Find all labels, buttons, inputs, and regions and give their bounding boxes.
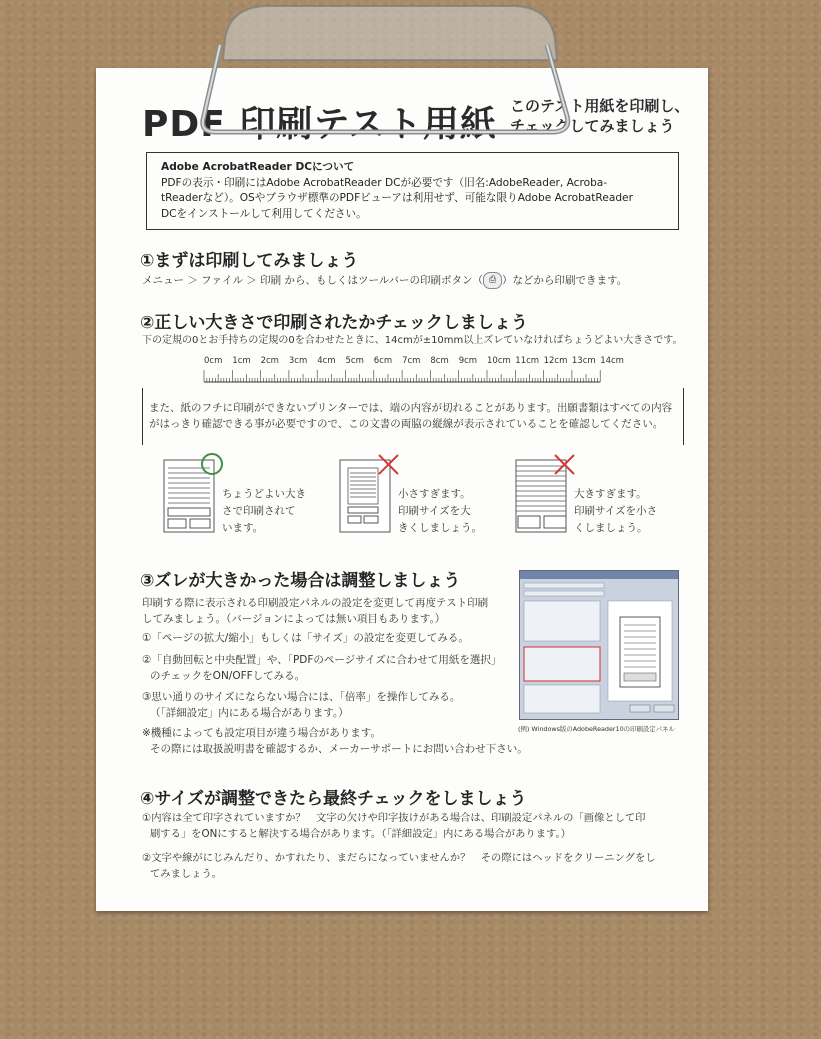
notice-line: PDFの表示・印刷にはAdobe AcrobatReader DCが必要です（旧名:AdobeReader, Acroba- [161, 176, 608, 189]
section1-heading: ①まずは印刷してみましょう [140, 251, 359, 271]
ruler-label: 6cm [373, 356, 393, 366]
caption-line: 大きすぎます。 [574, 488, 647, 500]
ruler-label: 14cm [600, 356, 624, 366]
section1-text-after: ）などから印刷できます。 [502, 274, 628, 287]
ruler-label: 12cm [543, 356, 568, 366]
subtitle-line: チェックしてみましょう [510, 117, 675, 135]
caption-line: きくしましょう。 [398, 522, 482, 534]
printer-icon: ⎙ [483, 272, 502, 289]
subtitle-line: このテスト用紙を印刷し、 [510, 97, 690, 115]
caption-line: ちょうどよい大き [222, 488, 306, 500]
section3-line: （「詳細設定」内にある場合があります。） [150, 707, 349, 719]
section1-text-before: メニュー ＞ ファイル ＞ 印刷 から、もしくはツールバーの印刷ボタン（ [142, 274, 484, 287]
ruler-label: 13cm [571, 356, 596, 366]
section3-line: のチェックをON/OFFしてみる。 [150, 670, 306, 682]
circle-ok-icon [200, 452, 226, 478]
section4-line: ①内容は全て印字されていますか？ 文字の欠けや印字抜けがある場合は、印刷設定パネルの「画像として印 [142, 812, 646, 824]
ruler-graphic [200, 352, 624, 388]
section3-line: ※機種によっても設定項目が違う場合があります。 [142, 727, 381, 739]
print-dialog-screenshot [519, 570, 679, 720]
ruler-label: 0cm [204, 356, 223, 366]
section3-line: ②「自動回転と中央配置」や、「PDFのページサイズに合わせて用紙を選択」 [142, 654, 502, 666]
ruler-label: 5cm [345, 356, 364, 366]
ruler-label: 2cm [260, 356, 279, 366]
page-title: PDF 印刷テスト用紙 [142, 104, 497, 145]
section1-text [142, 272, 627, 289]
notice-line: DCをインストールして利用してください。 [161, 207, 367, 220]
section4-line: ②文字や線がにじみんだり、かすれたり、まだらになっていませんか？ その際にはヘッドをクリーニングをし [142, 852, 656, 864]
sample-too-small [338, 456, 518, 546]
ruler-label: 9cm [458, 356, 478, 366]
section2-text: 下の定規の0とお手持ちの定規の0を合わせたときに、14cmが±10mm以上ズレていなければちょうどよい大きさです。 [142, 335, 683, 346]
margin-note-line: がはっきり確認できる事が必要ですので、この文書の両脇の縦線が表示されていることを確認してください。 [149, 418, 664, 430]
ruler-label: 7cm [402, 356, 421, 366]
section3-line: 印刷する際に表示される印刷設定パネルの設定を変更して再度テスト印刷 [142, 597, 489, 609]
cross-ng-icon [552, 452, 578, 478]
section4-line: てみましょう。 [150, 868, 223, 880]
sample-caption [574, 486, 657, 537]
section3-line: その際には取扱説明書を確認するか、メーカーサポートにお問い合わせ下さい。 [150, 743, 528, 755]
caption-line: います。 [222, 522, 264, 534]
screenshot-caption: (例) Windows版のAdobeReader10の印刷設定パネル [518, 725, 675, 733]
sample-caption [398, 486, 482, 537]
section4-heading: ④サイズが調整できたら最終チェックをしましょう [140, 789, 527, 809]
reader-notice-box [146, 152, 679, 230]
ruler-label: 11cm [515, 356, 540, 366]
section4-line: 刷する」をONにすると解決する場合があります。（「詳細設定」内にある場合があります。） [150, 828, 571, 840]
caption-line: くしましょう。 [574, 522, 648, 534]
ruler-label: 3cm [288, 356, 308, 366]
sample-too-large [514, 456, 694, 546]
cross-ng-icon [376, 452, 402, 478]
ruler-label: 4cm [317, 356, 336, 366]
notice-line: tReaderなど）。OSやブラウザ標準のPDFビューアは利用せず、可能な限りAdobe AcrobatReader [161, 192, 633, 204]
ruler-label: 10cm [487, 356, 511, 366]
section2-heading: ②正しい大きさで印刷されたかチェックしましょう [140, 313, 528, 333]
caption-line: 印刷サイズを大 [398, 505, 471, 517]
margin-check-box [142, 388, 684, 445]
caption-line: さで印刷されて [222, 505, 296, 517]
caption-line: 小さすぎます。 [398, 488, 471, 500]
ruler-label: 8cm [430, 356, 449, 366]
section3-line: ①「ページの拡大/縮小」もしくは「サイズ」の設定を変更してみる。 [142, 632, 469, 644]
ruler [200, 352, 624, 388]
test-sheet [96, 68, 708, 911]
section3-line: してみましょう。（バージョンによっては無い項目もあります。） [142, 613, 446, 625]
binder-clip-icon [195, 0, 580, 140]
print-dialog-image [520, 571, 678, 719]
ruler-label: 1cm [232, 356, 251, 366]
notice-heading: Adobe AcrobatReader DCについて [161, 161, 355, 173]
margin-note-line: また、紙のフチに印刷ができないプリンターでは、端の内容が切れることがあります。出願書類はすべての内容 [149, 402, 673, 414]
sample-correct [162, 456, 342, 546]
caption-line: 印刷サイズを小さ [574, 505, 658, 517]
sample-caption [222, 486, 306, 537]
section3-line: ③思い通りのサイズにならない場合には、「倍率」を操作してみる。 [142, 691, 461, 703]
section3-heading: ③ズレが大きかった場合は調整しましょう [140, 571, 461, 591]
